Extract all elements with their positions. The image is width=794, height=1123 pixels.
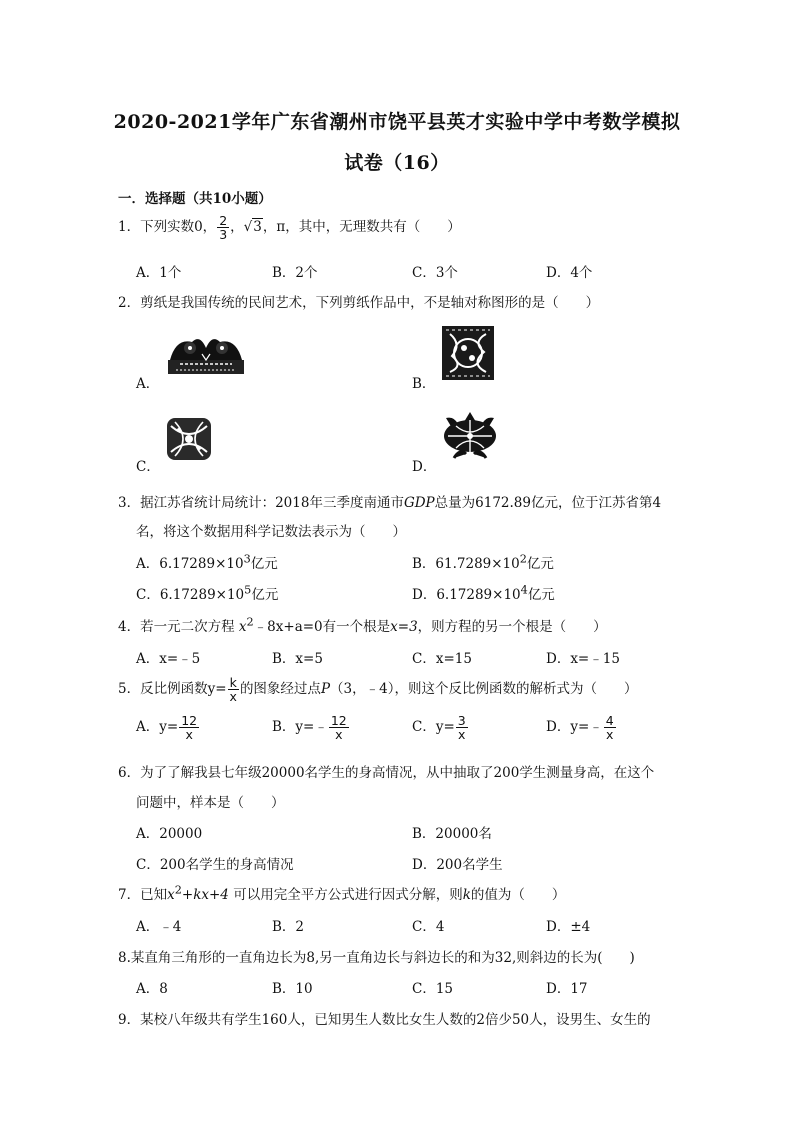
question-2: 2．剪纸是我国传统的民间艺术，下列剪纸作品中，不是轴对称图形的是（ ） [118,295,600,311]
q4-text-1: 4．若一元二次方程 [118,619,235,635]
q3-gdp: GDP [403,495,435,511]
q5-d-num: 4 [605,713,614,728]
q3-a-unit: 亿元 [250,556,278,572]
q5-b-label: B．y= [272,719,315,736]
q1-frac-den: 3 [219,227,228,243]
papercut-birds-image [166,330,246,380]
q3-text-a: 3．据江苏省统计局统计：2018年三季度南通市 [118,495,404,511]
q1-option-d: D．4个 [546,265,593,281]
q5-d-den: x [606,727,614,743]
papercut-square-image [442,326,494,380]
q5-c-label: C．y= [412,719,455,736]
q1-option-a: A．1个 [136,265,182,281]
papercut-flowers-image [440,408,500,462]
q6-option-a: A．20000 [136,826,203,842]
doc-title-line2: 试卷（16） [344,152,450,174]
q7-expr-var: x [167,887,175,903]
q3-b-base: B．61.7289×10 [412,556,520,572]
q7-text-3: 的值为（ ） [470,887,566,903]
q5-b-den: x [335,727,343,743]
q4-option-c: C．x=15 [412,651,472,667]
q5-c-fraction [456,714,468,741]
question-3-line2: 名，将这个数据用科学记数法表示为（ ） [136,524,406,540]
sqrt-radicand: 3 [253,219,262,236]
q5-c-den: x [458,727,466,743]
papercut-knot-image [165,416,213,462]
q3-option-c [136,583,278,603]
q6-option-d: D．200名学生 [412,857,503,873]
q5-fraction [228,676,239,703]
q4-option-a: A．x=﹣5 [136,651,201,667]
q4-text-3: ，则方程的另一个根是（ ） [417,619,607,635]
q3-a-base: A．6.17289×10 [136,556,244,572]
sqrt-sign: √ [243,219,253,236]
q7-text-2: 可以用完全平方公式进行因式分解，则 [233,887,463,903]
q5-point: P [320,681,331,698]
q7-option-c: C．4 [412,919,445,935]
q5-a-den: x [185,727,193,743]
q3-text-b: 总量为6172.89亿元，位于江苏省第4 [434,495,662,511]
q7-option-d: D．±4 [546,919,591,935]
q7-option-b: B．2 [272,919,305,935]
q5-frac-den: x [229,689,237,705]
q1-fraction [217,214,229,241]
q1-mid: ， [230,219,244,236]
q1-suffix: ，π，其中，无理数共有（ ） [262,219,461,236]
q5-d-label: D．y= [546,719,590,736]
q4-eq-rest: ﹣8x+a=0 [253,619,323,635]
q3-d-base: D．6.17289×10 [412,587,521,603]
q3-option-b [412,552,554,572]
question-6-line1: 6．为了了解我县七年级20000名学生的身高情况，从中抽取了200学生测量身高，在这个 [118,765,655,781]
question-6-line2: 问题中，样本是（ ） [136,795,285,811]
q3-c-unit: 亿元 [251,587,279,603]
q7-text-1: 7．已知 [118,887,168,903]
q5-b-num: 12 [330,713,347,728]
question-5 [118,676,637,703]
q1-sqrt [244,219,263,235]
q3-c-exp: 5 [244,583,252,597]
q8-option-c: C．15 [412,981,454,997]
q5-b-fraction [329,714,349,741]
doc-title-line1: 2020-2021学年广东省潮州市饶平县英才实验中学中考数学模拟 [113,111,681,133]
q1-option-b: B．2个 [272,265,318,281]
q4-option-d: D．x=﹣15 [546,651,620,667]
question-9: 9．某校八年级共有学生160人，已知男生人数比女生人数的2倍少50人，设男生、女生的 [118,1012,651,1028]
q3-option-d [412,583,555,603]
q5-a-num: 12 [181,713,198,728]
q3-b-unit: 亿元 [526,556,554,572]
q4-option-b: B．x=5 [272,651,323,667]
q5-text-2: 的图象经过点 [239,681,321,698]
q6-option-b: B．20000名 [412,826,492,842]
q7-k: k [462,887,471,903]
q4-root: x=3 [390,619,418,635]
q1-frac-num: 2 [219,213,228,228]
question-3-line1 [118,491,661,511]
q4-text-2: 有一个根是 [322,619,391,635]
q5-b-sign: ﹣ [314,719,328,736]
q3-d-exp: 4 [520,583,528,597]
q5-c-num: 3 [457,713,466,728]
q5-a-label: A．y= [136,719,179,736]
q2-option-c: C． [136,459,160,475]
q8-option-a: A．8 [136,981,168,997]
q5-text-1: 5．反比例函数y= [118,681,227,698]
q8-option-d: D．17 [546,981,588,997]
q7-expr-rest: +kx+4 [181,887,229,903]
q6-option-c: C．200名学生的身高情况 [136,857,294,873]
q5-text-3: （3，﹣4），则这个反比例函数的解析式为（ ） [330,681,638,698]
section-heading: 一．选择题（共10小题） [118,191,272,207]
question-7 [118,883,565,903]
q3-b-exp: 2 [519,552,527,566]
q7-expr-exp: 2 [174,883,182,897]
q2-option-b: B． [412,376,436,392]
q2-option-d: D． [412,459,437,475]
question-8: 8.某直角三角形的一直角边长为8,另一直角边长与斜边长的和为32,则斜边的长为( ) [118,950,635,966]
q5-a-fraction [179,714,199,741]
q3-c-base: C．6.17289×10 [136,587,245,603]
q3-d-unit: 亿元 [527,587,555,603]
q3-a-exp: 3 [243,552,251,566]
q5-d-sign: ﹣ [589,719,603,736]
q3-option-a [136,552,278,572]
q5-frac-num: k [228,676,239,690]
q7-option-a: A．﹣4 [136,919,182,935]
q5-option-b [272,714,350,741]
question-4 [118,615,607,635]
q4-eq-var: x [238,619,247,635]
q1-option-c: C．3个 [412,265,458,281]
q5-d-fraction [604,714,616,741]
question-1 [118,214,461,241]
q1-prefix: 1．下列实数0， [118,219,217,236]
q5-option-c [412,714,469,741]
q5-option-a [136,714,200,741]
q4-eq-exp: 2 [246,615,254,629]
q5-option-d [546,714,617,741]
q8-option-b: B．10 [272,981,313,997]
q2-option-a: A． [136,376,160,392]
